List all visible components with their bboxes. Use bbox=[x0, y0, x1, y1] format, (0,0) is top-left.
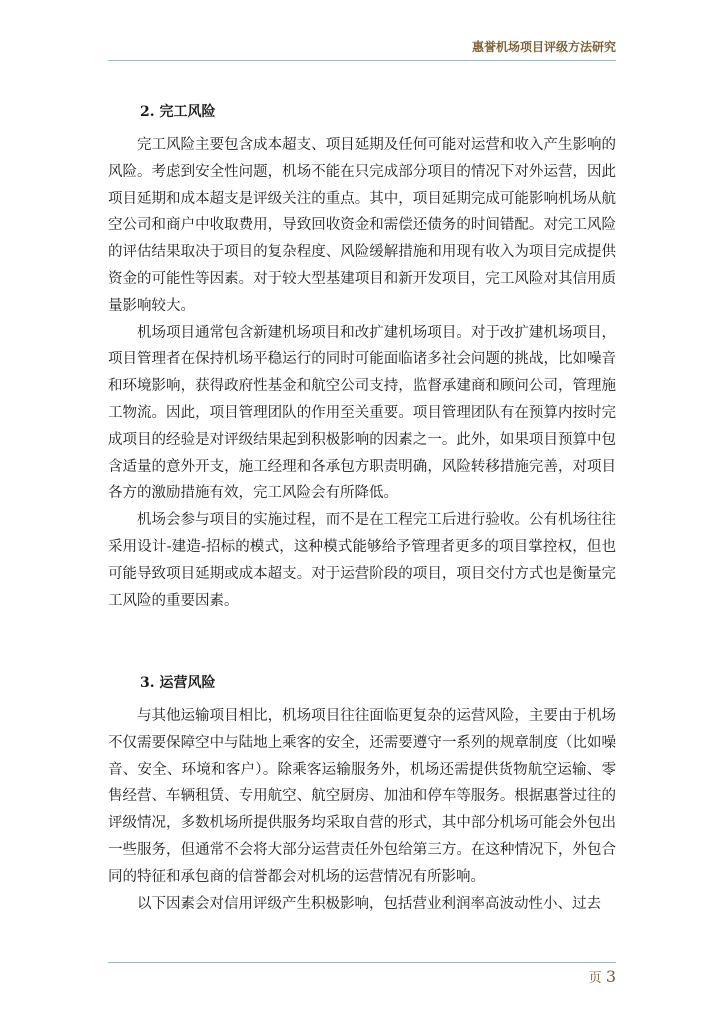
header-rule bbox=[108, 60, 616, 61]
paragraph: 机场会参与项目的实施过程，而不是在工程完工后进行验收。公有机场往往采用设计-建造-招标的模式，这种模式能够给予管理者更多的项目掌控权，但也可能导致项目延期或成本超支。对于运营阶段的项目，项目交付方式也是衡量完工风险的重要因素。 bbox=[108, 512, 616, 609]
paragraph: 以下因素会对信用评级产生积极影响，包括营业利润率高波动性小、过去 bbox=[137, 895, 601, 912]
page-label: 页 bbox=[588, 971, 602, 986]
section-heading: 2. 完工风险 bbox=[140, 104, 216, 120]
page-number-value: 3 bbox=[605, 967, 616, 986]
footer-rule bbox=[108, 962, 616, 963]
section-completion-risk bbox=[108, 104, 616, 614]
section-operation-risk bbox=[108, 675, 616, 917]
paragraph: 机场项目通常包含新建机场项目和改扩建机场项目。对于改扩建机场项目，项目管理者在保持机场平稳运行的同时可能面临诸多社会问题的挑战，比如噪音和环境影响，获得政府性基金和航空公司支持，监督承建商和顾问公司，管理施工物流。因此，项目管理团队的作用至关重要。项目管理团队有在预算内按时完成项目的经验是对评级结果起到积极影响的因素之一。此外，如果项目预算中包含适量的意外开支，施工经理和各承包方职责明确，风险转移措施完善，对项目各方的激励措施有效，完工风险会有所降低。 bbox=[108, 324, 616, 502]
section-heading: 3. 运营风险 bbox=[140, 675, 216, 691]
paragraph: 与其他运输项目相比，机场项目往往面临更复杂的运营风险，主要由于机场不仅需要保障空中与陆地上乘客的安全，还需要遵守一系列的规章制度（比如噪音、安全、环境和客户）。除乘客运输服务外，机场还需提供货物航空运输、零售经营、车辆租赁、专用航空、航空厨房、加油和停车等服务。根据惠誉过往的评级情况，多数机场所提供服务均采取自营的形式，其中部分机场可能会外包出一些服务，但通常不会将大部分运营责任外包给第三方。在这种情况下，外包合同的特征和承包商的信誉都会对机场的运营情况有所影响。 bbox=[108, 708, 616, 885]
running-header: 惠誉机场项目评级方法研究 bbox=[471, 40, 616, 54]
paragraph: 完工风险主要包含成本超支、项目延期及任何可能对运营和收入产生影响的风险。考虑到安全性问题，机场不能在只完成部分项目的情况下对外运营，因此项目延期和成本超支是评级关注的重点。其中，项目延期完成可能影响机场从航空公司和商户中收取费用，导致回收资金和需偿还债务的时间错配。对完工风险的评估结果取决于项目的复杂程度、风险缓解措施和用现有收入为项目完成提供资金的可能性等因素。对于较大型基建项目和新开发项目，完工风险对其信用质量影响较大。 bbox=[108, 137, 616, 314]
page-number bbox=[589, 967, 616, 986]
